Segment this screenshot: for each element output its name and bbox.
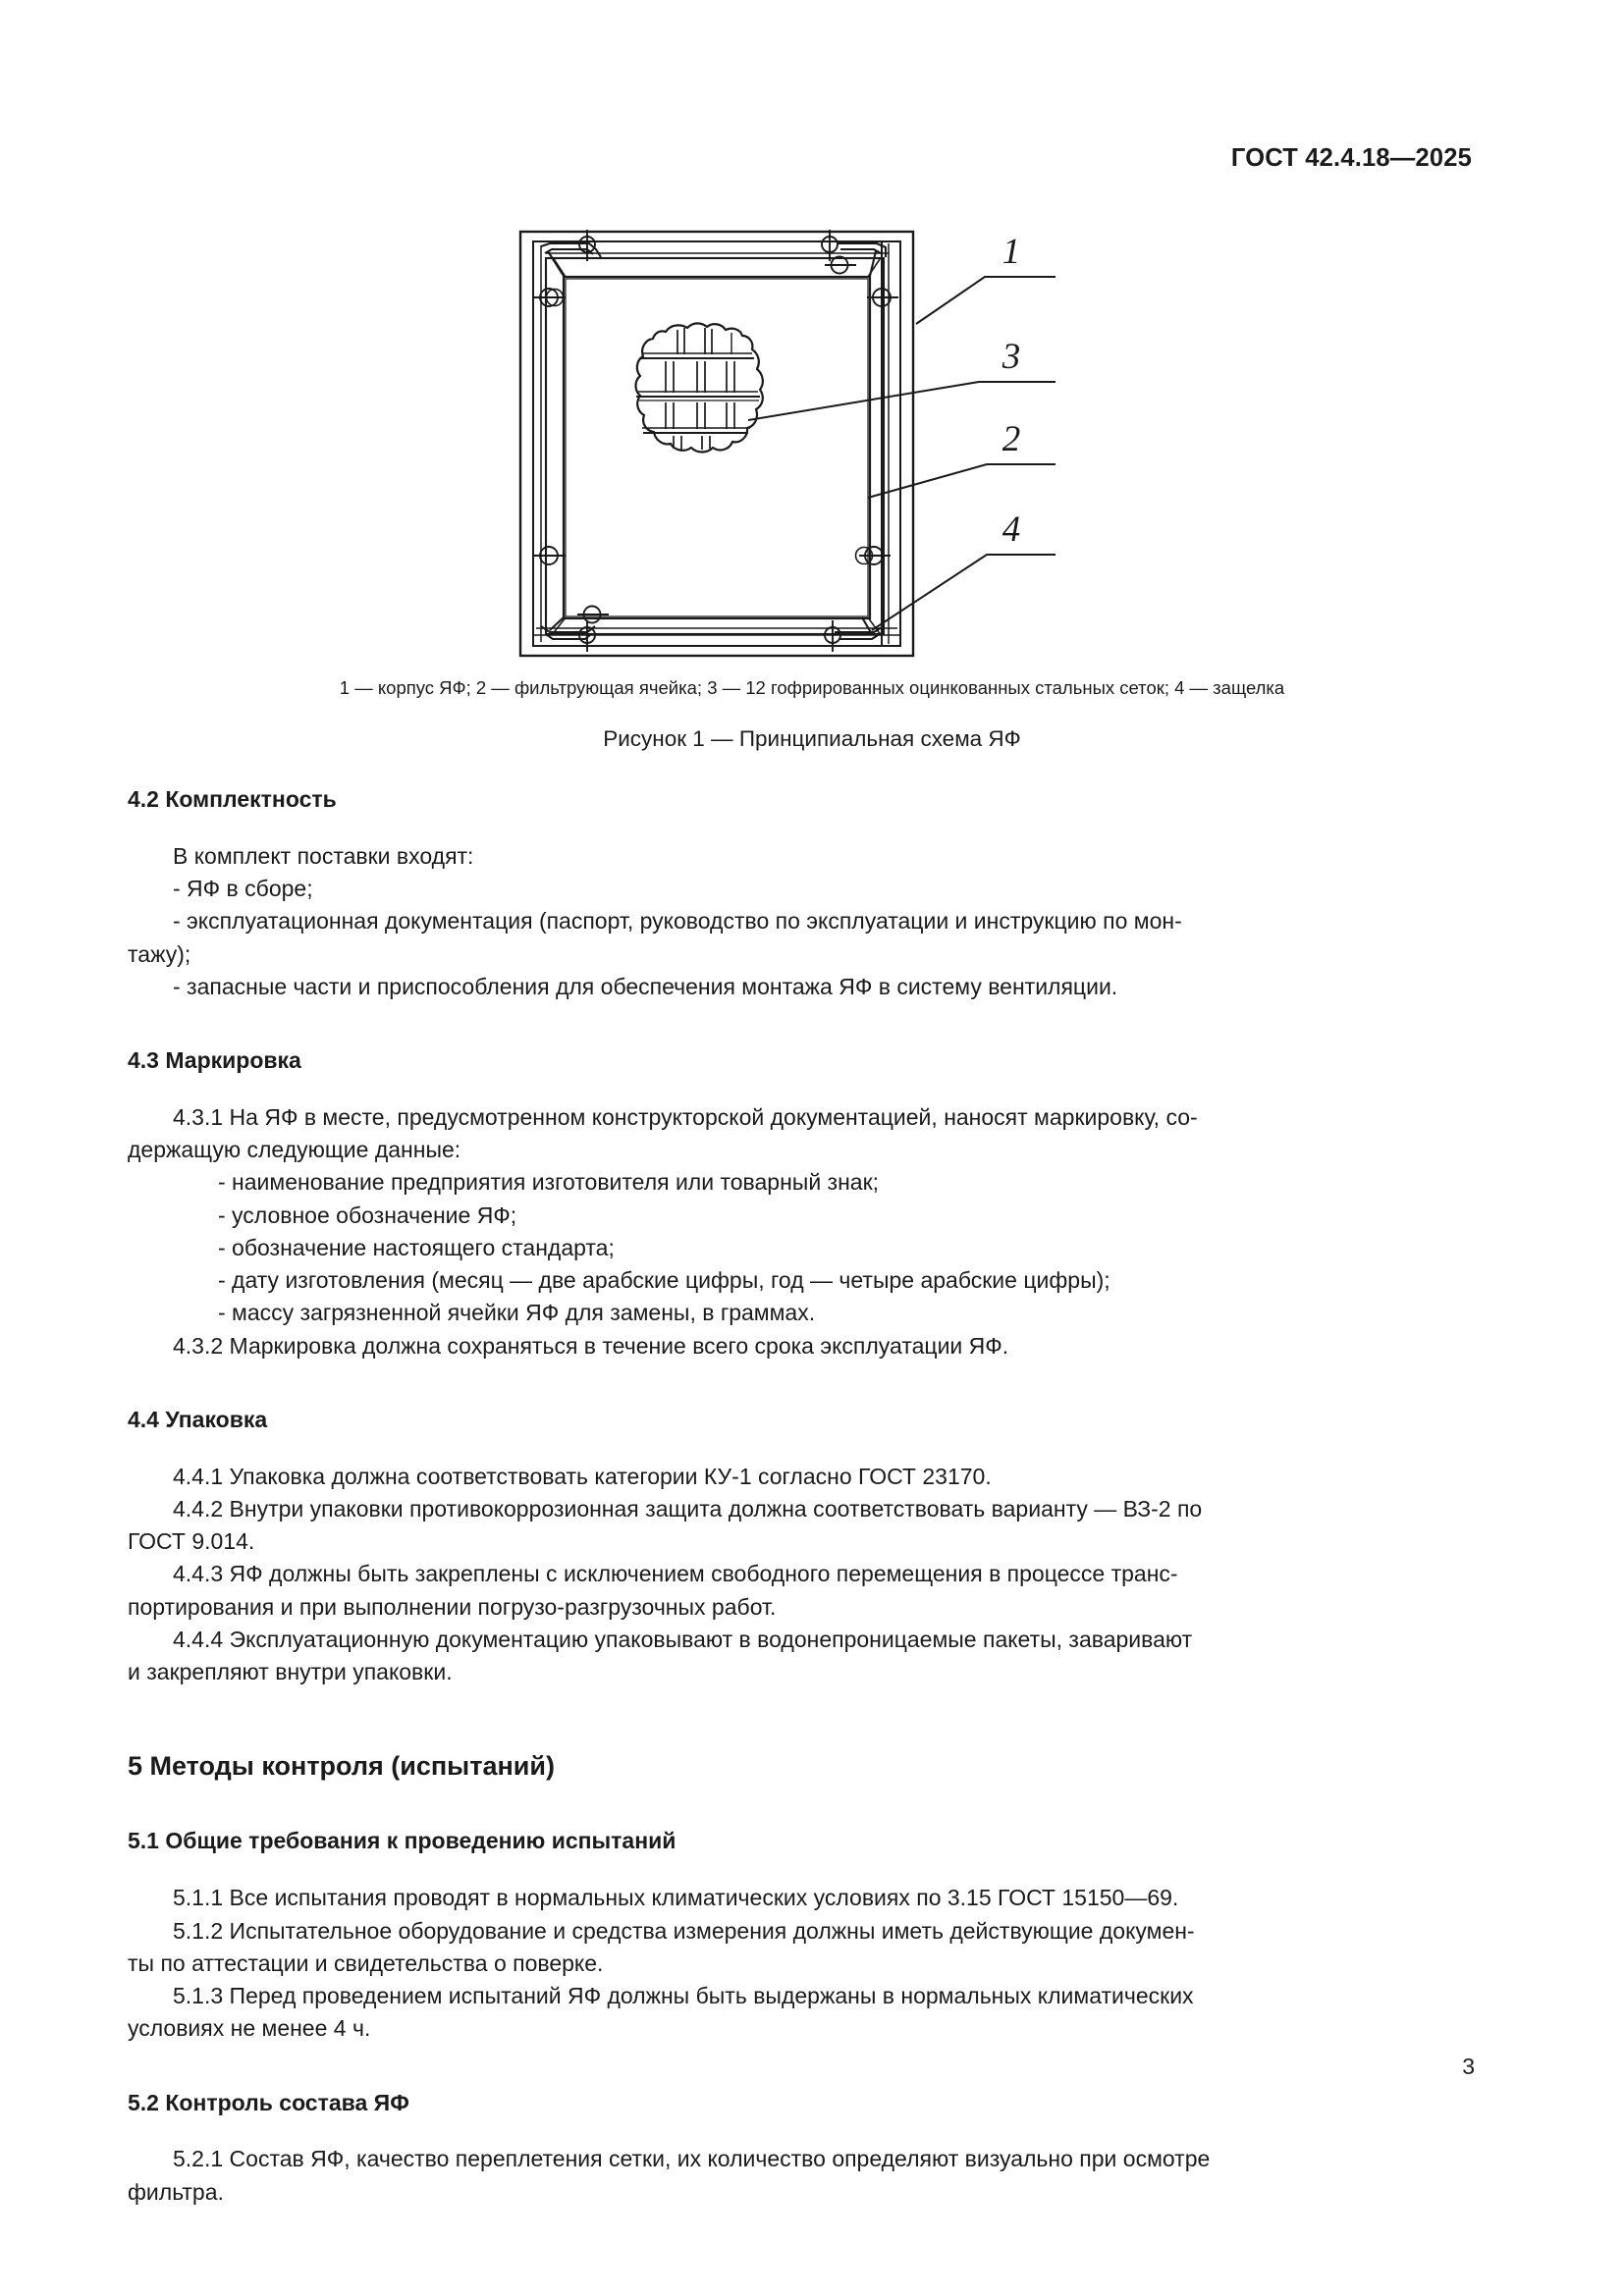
callout-label-4: 4 [1001, 509, 1021, 550]
figure-legend-text: 1 — корпус ЯФ; 2 — фильтрующая ячейка; 3 — 12 гофрированных оцинкованных стальных сеток; 4 — защелка [339, 677, 1285, 698]
document-body [128, 785, 1497, 2209]
heading-4-2: 4.2 Комплектность [128, 786, 337, 812]
list-item-4-3-1-2: - условное обозначение ЯФ; [218, 1201, 517, 1228]
para-4-4-1: 4.4.1 Упаковка должна соответствовать категории КУ-1 согласно ГОСТ 23170. [173, 1463, 992, 1489]
para-4-3-2: 4.3.2 Маркировка должна сохраняться в течение всего срока эксплуатации ЯФ. [173, 1332, 1009, 1359]
para-5-1-3-line2: условиях не менее 4 ч. [128, 2015, 371, 2042]
list-item-4-3-1-1: - наименование предприятия изготовителя или товарный знак; [218, 1169, 880, 1196]
callout-label-3: 3 [1001, 337, 1021, 377]
heading-4-4: 4.4 Упаковка [128, 1406, 268, 1432]
para-5-1-2-line2: ты по аттестации и свидетельства о поверке. [128, 1949, 604, 1976]
para-4-4-2-line2: ГОСТ 9.014. [128, 1528, 255, 1555]
para-4-4-3-line1: 4.4.3 ЯФ должны быть закреплены с исключением свободного перемещения в процессе транс- [173, 1561, 1178, 1587]
list-item-4-2-1: - ЯФ в сборе; [173, 876, 313, 902]
list-item-4-2-2-cont: тажу); [128, 940, 191, 967]
list-item-4-3-1-5: - массу загрязненной ячейки ЯФ для замены, в граммах. [218, 1300, 816, 1326]
filter-schematic-drawing [0, 214, 1624, 675]
para-5-2-1-line2: фильтра. [128, 2178, 224, 2205]
heading-5-2: 5.2 Контроль состава ЯФ [128, 2089, 409, 2115]
running-header-standard-number: ГОСТ 42.4.18—2025 [1230, 144, 1472, 172]
heading-5-1: 5.1 Общие требования к проведению испытаний [128, 1828, 677, 1854]
para-5-2-1-line1: 5.2.1 Состав ЯФ, качество переплетения сетки, их количество определяют визуально при осмотре [173, 2146, 1211, 2172]
callout-label-1: 1 [1001, 232, 1021, 272]
para-5-1-3-line1: 5.1.3 Перед проведением испытаний ЯФ должны быть выдержаны в нормальных климатических [173, 1983, 1194, 2009]
list-item-4-3-1-3: - обозначение настоящего стандарта; [218, 1234, 615, 1260]
callout-label-2: 2 [1001, 419, 1021, 459]
para-4-3-1-line1: 4.3.1 На ЯФ в месте, предусмотренном конструкторской документацией, наносят маркировку, со- [173, 1103, 1198, 1130]
para-4-4-3-line2: портирования и при выполнении погрузо-разгрузочных работ. [128, 1593, 777, 1620]
page-number: 3 [1462, 2054, 1475, 2079]
para-4-4-4-line1: 4.4.4 Эксплуатационную документацию упаковывают в водонепроницаемые пакеты, заваривают [173, 1626, 1193, 1652]
figure-1 [0, 214, 1624, 675]
para-4-3-1-line2: держащую следующие данные: [128, 1137, 461, 1163]
para-4-2-intro: В комплект поставки входят: [173, 842, 474, 869]
heading-section-5: 5 Методы контроля (испытаний) [128, 1751, 555, 1782]
figure-caption: Рисунок 1 — Принципиальная схема ЯФ [603, 726, 1021, 751]
heading-4-3: 4.3 Маркировка [128, 1047, 301, 1074]
para-4-4-4-line2: и закрепляют внутри упаковки. [128, 1659, 453, 1685]
para-4-4-2-line1: 4.4.2 Внутри упаковки противокоррозионная защита должна соответствовать варианту — ВЗ-2 по [173, 1495, 1203, 1522]
list-item-4-2-3: - запасные части и приспособления для обеспечения монтажа ЯФ в систему вентиляции. [173, 973, 1118, 999]
para-5-1-1: 5.1.1 Все испытания проводят в нормальных климатических условиях по 3.15 ГОСТ 15150—69. [173, 1885, 1179, 1911]
list-item-4-3-1-4: - дату изготовления (месяц — две арабские цифры, год — четыре арабские цифры); [218, 1267, 1110, 1294]
list-item-4-2-2: - эксплуатационная документация (паспорт, руководство по эксплуатации и инструкцию по мон- [173, 908, 1182, 934]
para-5-1-2-line1: 5.1.2 Испытательное оборудование и средства измерения должны иметь действующие докумен- [173, 1917, 1195, 1944]
figure-legend [0, 677, 1624, 699]
